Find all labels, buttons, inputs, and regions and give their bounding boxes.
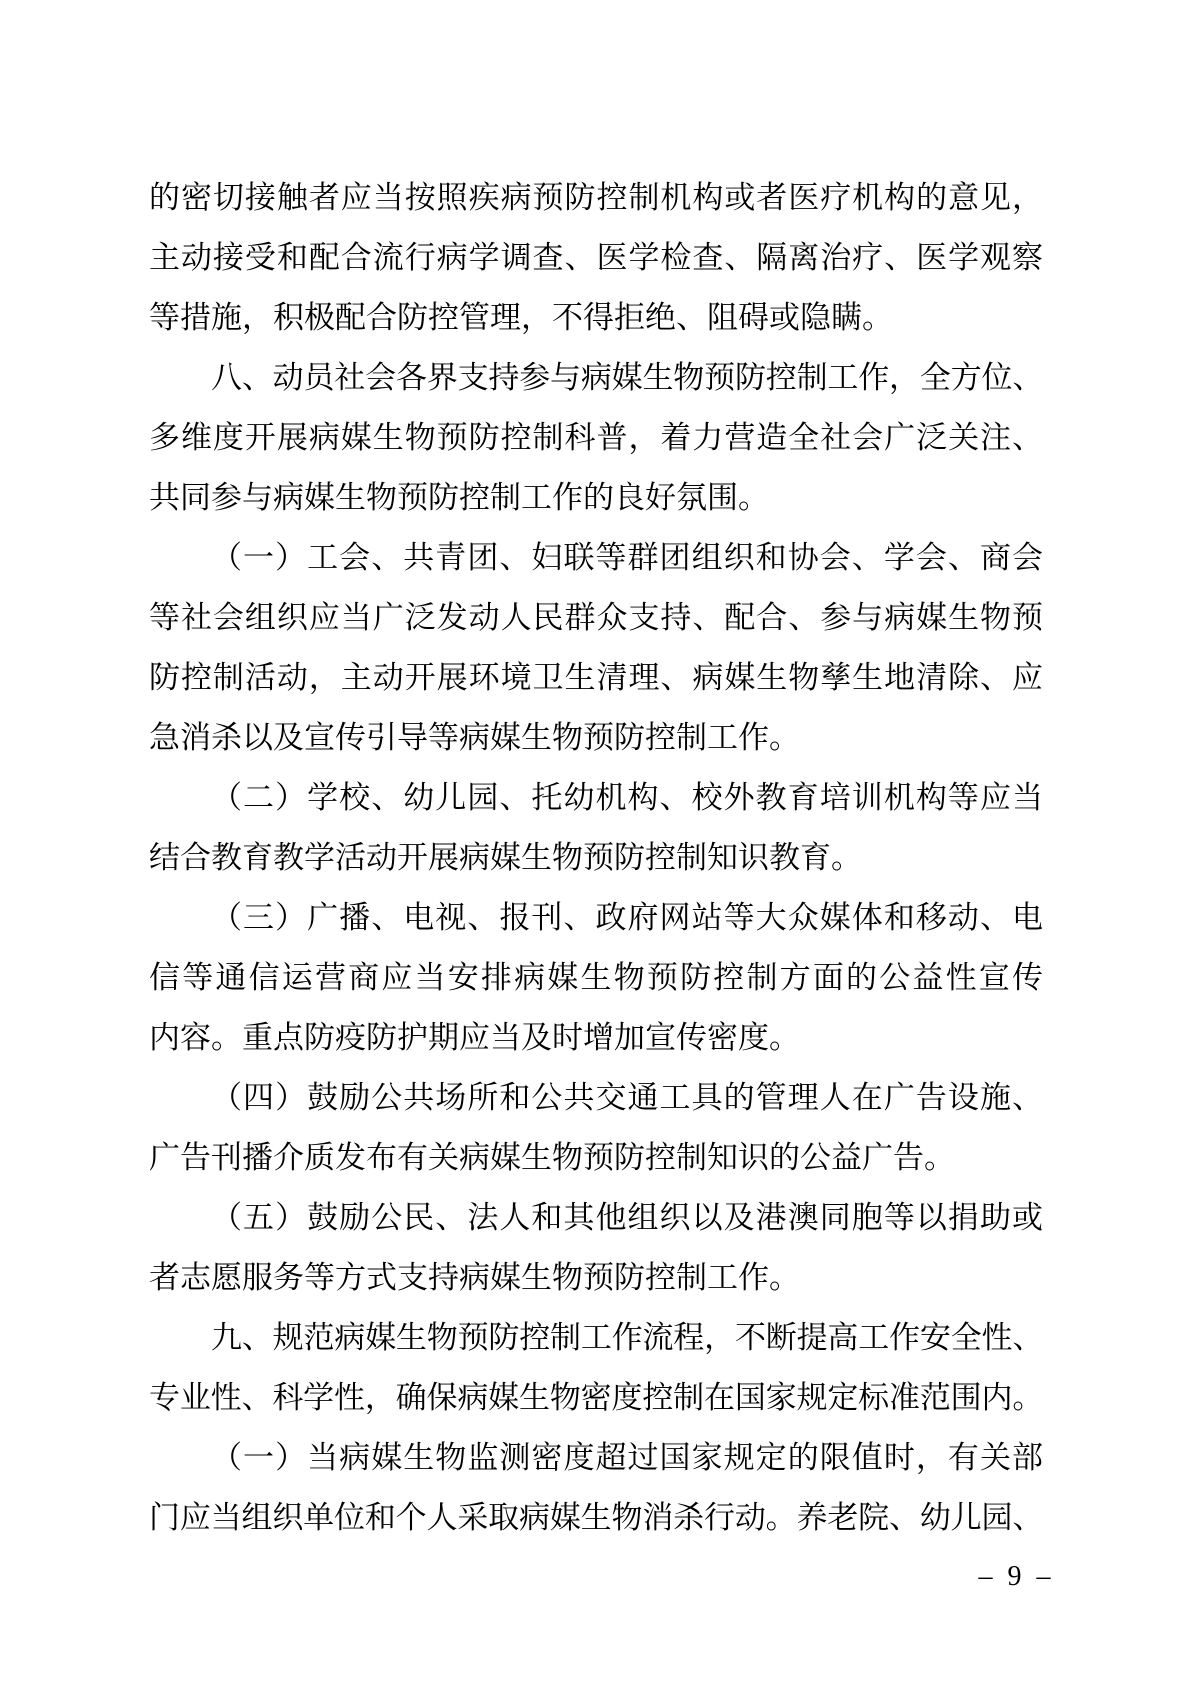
- text-line: 内容。重点防疫防护期应当及时增加宣传密度。: [149, 1020, 800, 1055]
- text-line: 等措施，积极配合防控管理，不得拒绝、阻碍或隐瞒。: [149, 300, 893, 335]
- text-line: 广告刊播介质发布有关病媒生物预防控制知识的公益广告。: [149, 1140, 955, 1175]
- text-line: （四）鼓励公共场所和公共交通工具的管理人在广告设施、: [211, 1080, 1043, 1115]
- text-line: 结合教育教学活动开展病媒生物预防控制知识教育。: [149, 840, 862, 875]
- text-line: 专业性、科学性，确保病媒生物密度控制在国家规定标准范围内。: [149, 1380, 1043, 1415]
- page-number: – 9 –: [978, 1561, 1052, 1592]
- text-line: 信等通信运营商应当安排病媒生物预防控制方面的公益性宣传: [149, 960, 1043, 995]
- text-line: 者志愿服务等方式支持病媒生物预防控制工作。: [149, 1260, 800, 1295]
- text-line: 共同参与病媒生物预防控制工作的良好氛围。: [149, 480, 769, 515]
- text-line: （一）工会、共青团、妇联等群团组织和协会、学会、商会: [211, 540, 1043, 575]
- text-line: 多维度开展病媒生物预防控制科普，着力营造全社会广泛关注、: [149, 420, 1043, 455]
- text-line: 防控制活动，主动开展环境卫生清理、病媒生物孳生地清除、应: [149, 660, 1043, 695]
- text-line: （一）当病媒生物监测密度超过国家规定的限值时，有关部: [211, 1440, 1043, 1475]
- text-line: 八、动员社会各界支持参与病媒生物预防控制工作，全方位、: [211, 360, 1043, 395]
- text-line: （二）学校、幼儿园、托幼机构、校外教育培训机构等应当: [211, 780, 1043, 815]
- text-line: 等社会组织应当广泛发动人民群众支持、配合、参与病媒生物预: [149, 600, 1043, 635]
- text-line: 的密切接触者应当按照疾病预防控制机构或者医疗机构的意见，: [149, 180, 1043, 215]
- text-line: 门应当组织单位和个人采取病媒生物消杀行动。养老院、幼儿园、: [149, 1500, 1043, 1535]
- text-line: 急消杀以及宣传引导等病媒生物预防控制工作。: [149, 720, 800, 755]
- text-line: （三）广播、电视、报刊、政府网站等大众媒体和移动、电: [211, 900, 1043, 935]
- text-line: （五）鼓励公民、法人和其他组织以及港澳同胞等以捐助或: [211, 1200, 1043, 1235]
- text-line: 九、规范病媒生物预防控制工作流程，不断提高工作安全性、: [211, 1320, 1043, 1355]
- document-body: [149, 168, 1043, 1548]
- text-line: 主动接受和配合流行病学调查、医学检查、隔离治疗、医学观察: [149, 240, 1043, 275]
